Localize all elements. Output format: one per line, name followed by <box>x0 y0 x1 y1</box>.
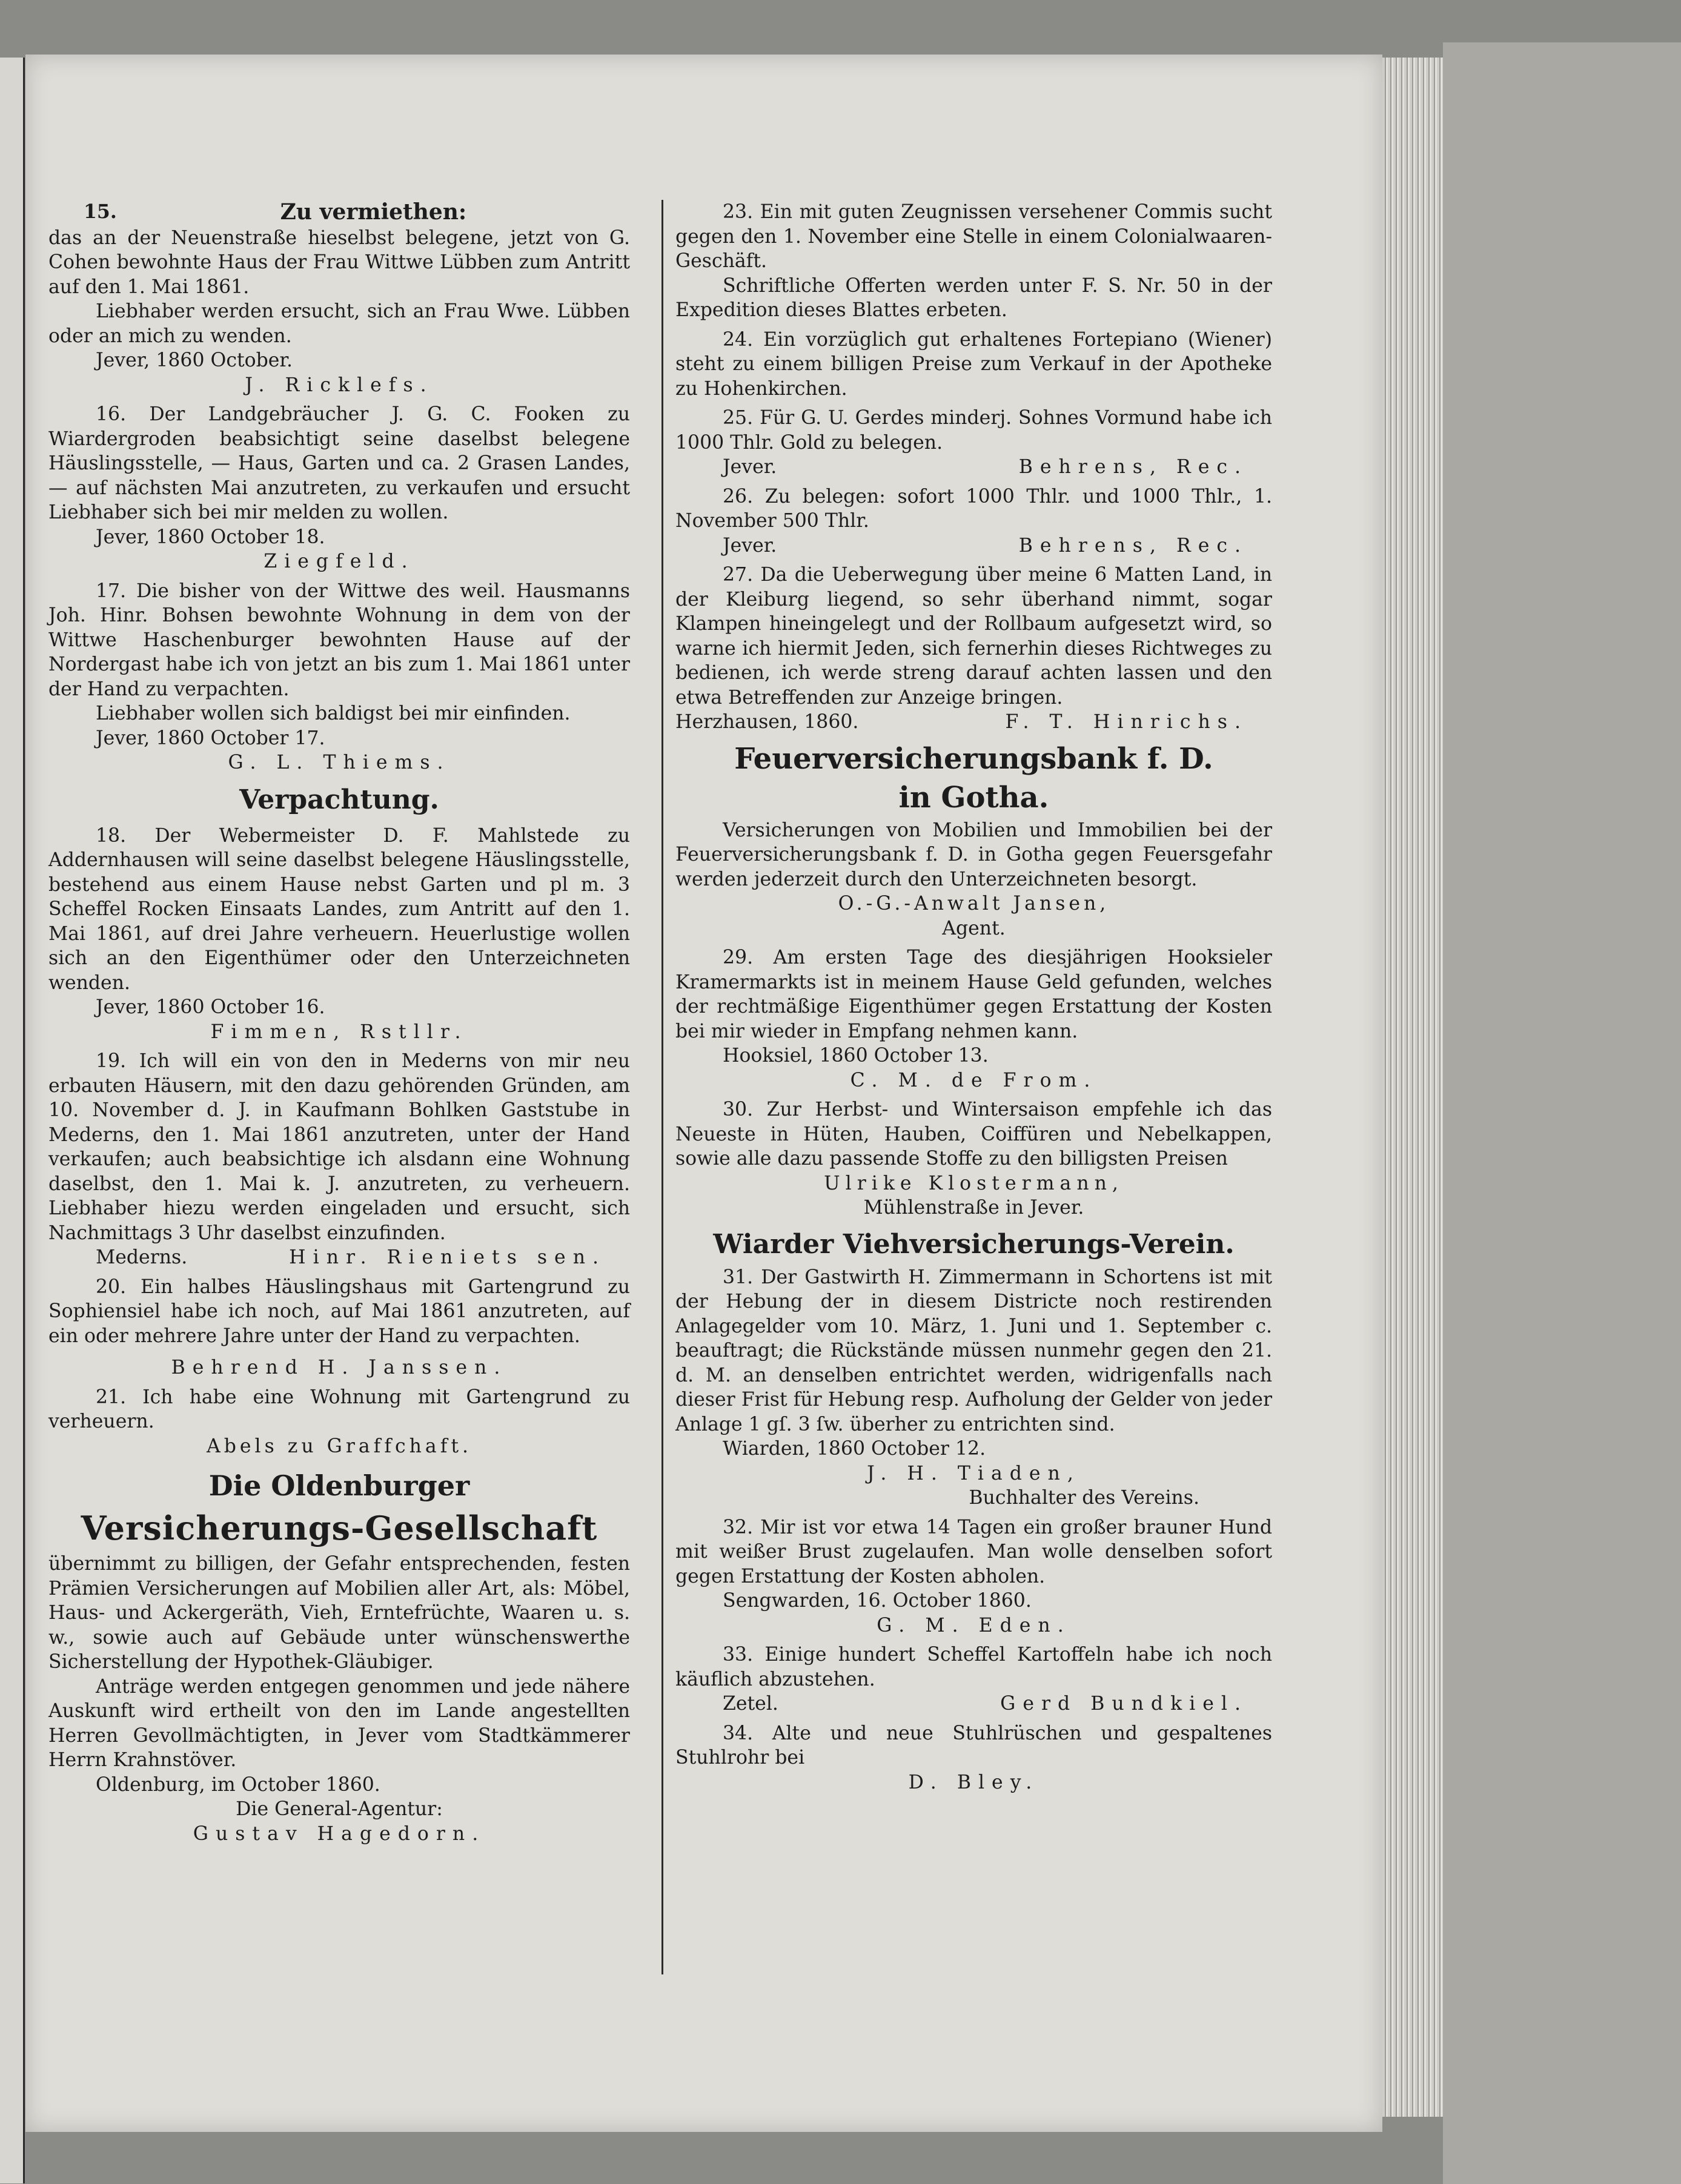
signature: Gustav Hagedorn. <box>193 1822 486 1845</box>
place-date: Jever, 1860 October 17. <box>96 727 325 749</box>
signature: O.-G.-Anwalt Jansen, <box>838 893 1110 915</box>
place: Zetel. <box>723 1693 778 1715</box>
place-date: Hooksiel, 1860 October 13. <box>723 1045 989 1067</box>
ad-text-2: Liebhaber werden ersucht, sich an Frau Wwe. Lübben oder an mich zu wenden. <box>48 300 630 347</box>
place-date: Jever, 1860 October 18. <box>96 526 325 548</box>
ad-20 <box>48 1275 630 1380</box>
page-stack-edge <box>1382 58 1443 2117</box>
ad-27 <box>675 563 1272 735</box>
ad-21 <box>48 1385 630 1459</box>
ad-text: 20. Ein halbes Häuslingshaus mit Gartengrund zu Sophiensiel habe ich noch, auf Mai 1861 anzutreten, auf ein oder mehrere Jahre unter der Hand zu verpachten. <box>48 1276 630 1347</box>
ad-text: 31. Der Gastwirth H. Zimmermann in Schortens ist mit der Hebung der in diesem Districte noch restirenden Anlagegelder vom 10. März, 1. Juni und 1. September c. beauftragt; die Rückstände müssen nunmehr gegen den 21. d. M. an denselben entrichtet werden, widrigenfalls nach dieser Frist für Hebung resp. Aufholung der Gelder von jeder Anlage 1 gſ. 3 ſw. überher zu entrichten sind. <box>675 1266 1272 1435</box>
ad-text: Versicherungen von Mobilien und Immobilien bei der Feuerversicherungsbank f. D. in Gotha gegen Feuersgefahr werden jederzeit durch den Unterzeichneten besorgt. <box>675 819 1272 890</box>
ad-text: übernimmt zu billigen, der Gefahr entsprechenden, festen Prämien Versicherungen auf Mobilien aller Art, als: Möbel, Haus- und Ackergeräth, Vieh, Erntefrüchte, Waaren u. s. w., sowie auch auf Gebäude unter wünschenswerthe Sicherstellung der Hypothek-Gläubiger. <box>48 1553 630 1673</box>
place-date: Oldenburg, im October 1860. <box>96 1773 380 1796</box>
ad-30 <box>675 1097 1272 1220</box>
ad-text: 34. Alte und neue Stuhlrüschen und gespaltenes Stuhlrohr bei <box>675 1722 1272 1769</box>
address: Mühlenstraße in Jever. <box>863 1197 1084 1219</box>
signature: Hinr. Rieniets sen. <box>289 1246 606 1268</box>
ad-heading: Zu vermiethen: <box>280 199 467 225</box>
signature: D. Bley. <box>908 1771 1039 1793</box>
ad-text: das an der Neuenstraße hieselbst belegene, jetzt von G. Cohen bewohnte Haus der Frau Wittwe Lübben zum Antritt auf den 1. Mai 1861. <box>48 227 630 298</box>
ad-text: 29. Am ersten Tage des diesjährigen Hooksieler Kramermarkts ist in meinem Hause Geld gefunden, welches der rechtmäßige Eigenthümer gegen Erstattung der Kosten bei mir wieder in Empfang nehmen kann. <box>675 947 1272 1042</box>
ad-32 <box>675 1515 1272 1638</box>
ad-number: 15. <box>84 200 117 223</box>
ad-text: 30. Zur Herbst- und Wintersaison empfehle ich das Neueste in Hüten, Hauben, Coiffüren und Nebelkappen, sowie alle dazu passende Stoffe zu den billigsten Preisen <box>675 1099 1272 1170</box>
column-divider <box>661 200 663 1974</box>
place: Mederns. <box>96 1246 188 1268</box>
signature: Behrens, Rec. <box>1018 456 1248 478</box>
place-date: Herzhausen, 1860. <box>675 711 859 733</box>
book-edge <box>1443 42 1681 2184</box>
signature: J. H. Tiaden, <box>867 1462 1081 1484</box>
ad-text: 23. Ein mit guten Zeugnissen versehener Commis sucht gegen den 1. November eine Stelle in einem Colonialwaaren-Geschäft. <box>675 201 1272 272</box>
role: Buchhalter des Vereins. <box>969 1487 1199 1509</box>
ad-16 <box>48 402 630 574</box>
ad-text: 27. Da die Ueberwegung über meine 6 Matten Land, in der Kleiburg liegend, so sehr überhand nimmt, sogar Klampen hineingelegt und der Rollbaum aufgesetzt wird, so warne ich hiermit Jeden, sich fernerhin dieses Richtweges zu bedienen, ich werde streng darauf achten lassen und den etwa Betreffenden zur Anzeige bringen. <box>675 564 1272 709</box>
signature: Ziegfeld. <box>264 551 415 572</box>
ad-text-2: Schriftliche Offerten werden unter F. S. Nr. 50 in der Expedition dieses Blattes erbeten. <box>675 274 1272 321</box>
insurance-heading-1: Die Oldenburger <box>208 1469 470 1502</box>
ad-text: 19. Ich will ein von den in Mederns von mir neu erbauten Häusern, mit den dazu gehörenden Gründen, am 10. November d. J. in Kaufmann Bohlken Gaststube in Mederns, den 1. Mai 1861 anzutreten, unter der Hand verkaufen; auch beabsichtige ich alsdann eine Wohnung daselbst, den 1. Mai k. J. anzutreten, zu verheuern. Liebhaber hiezu werden eingeladen und ersucht, sich Nachmittags 3 Uhr daselbst einzufinden. <box>48 1050 630 1244</box>
ad-29 <box>675 945 1272 1093</box>
facing-page-edge <box>0 58 25 2183</box>
role: Agent. <box>942 917 1006 939</box>
fire-insurance-heading-2: in Gotha. <box>898 780 1049 815</box>
place-date: Sengwarden, 16. October 1860. <box>723 1590 1032 1612</box>
signature: Abels zu Graffchaft. <box>206 1435 472 1457</box>
ad-text: 26. Zu belegen: sofort 1000 Thlr. und 1000 Thlr., 1. November 500 Thlr. <box>675 485 1272 532</box>
ad-text: 24. Ein vorzüglich gut erhaltenes Fortepiano (Wiener) steht zu einem billigen Preise zum Verkauf in der Apotheke zu Hohenkirchen. <box>675 328 1272 400</box>
place-date: Jever, 1860 October. <box>96 349 293 371</box>
signature: F. T. Hinrichs. <box>1005 711 1248 733</box>
ad-15 <box>48 200 630 397</box>
ad-18 <box>48 824 630 1045</box>
ad-text: 32. Mir ist vor etwa 14 Tagen ein großer brauner Hund mit weißer Brust zugelaufen. Man wolle denselben sofort gegen Erstattung der Kosten abholen. <box>675 1516 1272 1587</box>
signature: J. Ricklefs. <box>245 374 434 396</box>
place-date: Wiarden, 1860 October 12. <box>723 1438 986 1460</box>
ad-23 <box>675 200 1272 323</box>
insurance-ad-oldenburg <box>48 1468 630 1846</box>
place-date: Jever, 1860 October 16. <box>96 996 325 1018</box>
ad-19 <box>48 1049 630 1270</box>
ad-text: 25. Für G. U. Gerdes minderj. Sohnes Vormund habe ich 1000 Thlr. Gold zu belegen. <box>675 407 1272 454</box>
place: Jever. <box>723 534 777 557</box>
insurance-heading-2: Versicherungs-Gesellschaft <box>81 1509 598 1547</box>
ad-24 <box>675 328 1272 402</box>
ad-text: 33. Einige hundert Scheffel Kartoffeln habe ich noch käuflich abzustehen. <box>675 1644 1272 1690</box>
signature: Ulrike Klostermann, <box>824 1172 1124 1194</box>
section-heading-wiarder: Wiarder Viehversicherungs-Verein. <box>713 1228 1235 1260</box>
signature: Behrend H. Janssen. <box>171 1357 508 1378</box>
ad-text: 18. Der Webermeister D. F. Mahlstede zu Addernhausen will seine daselbst belegene Häuslingsstelle, bestehend aus einem Hause nebst Garten und pl m. 3 Scheffel Rocken Einsaats Landes, zum Antritt auf den 1. Mai 1861, auf drei Jahre verheuern. Heuerlustige wollen sich an den Eigenthümer oder den Unterzeichneten wenden. <box>48 824 630 994</box>
ad-text: 17. Die bisher von der Wittwe des weil. Hausmanns Joh. Hinr. Bohsen bewohnte Wohnung in dem von der Wittwe Haschenburger bewohnten Hause auf der Nordergast habe ich von jetzt an bis zum 1. Mai 1861 unter der Hand zu verpachten. <box>48 580 630 700</box>
ad-33 <box>675 1643 1272 1716</box>
ad-text: 16. Der Landgebräucher J. G. C. Fooken zu Wiardergroden beabsichtigt seine daselbst belegene Häuslingsstelle, — Haus, Garten und ca. 2 Grasen Landes, — auf nächsten Mai anzutreten, zu verkaufen und ersucht Liebhaber sich bei mir melden zu wollen. <box>48 403 630 523</box>
ad-26 <box>675 485 1272 558</box>
agency-label: Die General-Agentur: <box>236 1798 443 1820</box>
signature: Gerd Bundkiel. <box>1000 1693 1248 1715</box>
signature: Fimmen, Rstllr. <box>210 1021 468 1043</box>
signature: G. L. Thiems. <box>228 752 451 773</box>
right-column <box>675 200 1272 1799</box>
ad-31 <box>675 1265 1272 1511</box>
ad-25 <box>675 406 1272 480</box>
left-column <box>48 200 630 1851</box>
signature: C. M. de From. <box>850 1069 1098 1091</box>
ad-text-2: Anträge werden entgegen genommen und jede nähere Auskunft wird ertheilt von den im Lande angestellten Herren Gevollmächtigten, in Jever vom Stadtkämmerer Herrn Krahnstöver. <box>48 1675 630 1771</box>
place: Jever. <box>723 456 777 478</box>
signature: Behrens, Rec. <box>1018 534 1248 557</box>
ad-text-2: Liebhaber wollen sich baldigst bei mir einfinden. <box>96 703 571 724</box>
ad-34 <box>675 1721 1272 1795</box>
fire-insurance-ad <box>675 741 1272 941</box>
ad-text: 21. Ich habe eine Wohnung mit Gartengrund zu verheuern. <box>48 1386 630 1432</box>
section-heading-verpachtung: Verpachtung. <box>239 784 439 815</box>
signature: G. M. Eden. <box>877 1614 1071 1636</box>
fire-insurance-heading-1: Feuerversicherungsbank f. D. <box>734 741 1213 776</box>
ad-17 <box>48 579 630 775</box>
